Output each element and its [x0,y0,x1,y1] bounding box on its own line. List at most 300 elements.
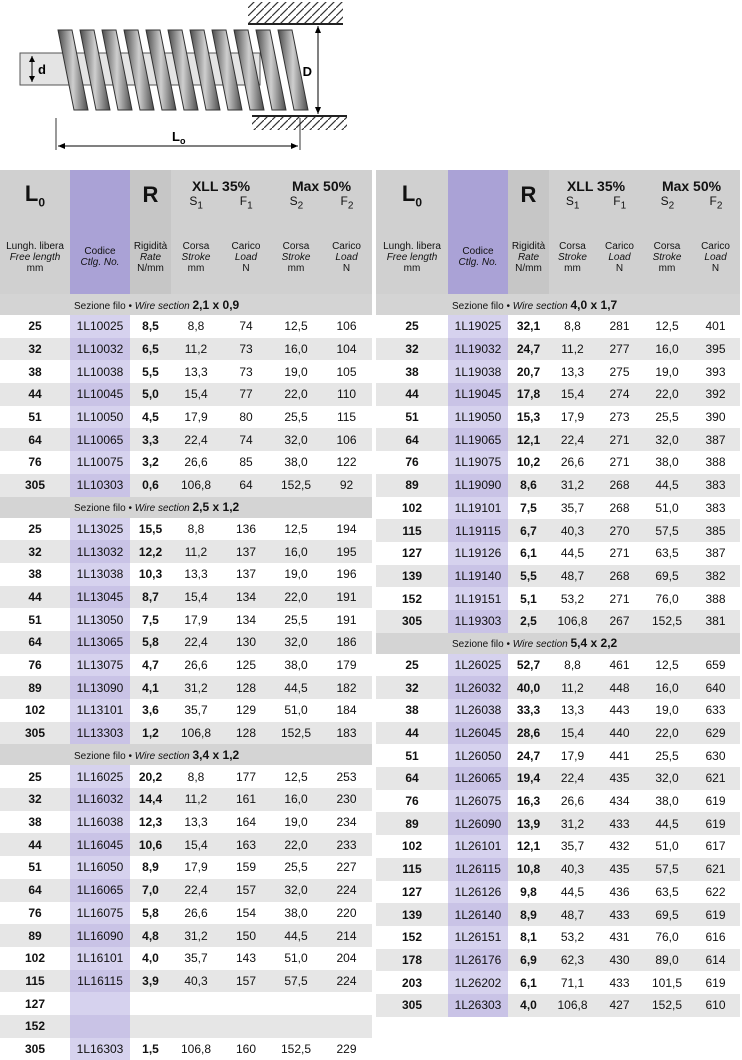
table-row [376,767,740,790]
cell-s1: 106,8 [549,610,596,633]
header-code-blank [448,170,508,220]
cell-f1: 159 [235,860,257,875]
cell-l0: 38 [28,364,42,379]
cell-cd: 1L13303 [70,722,130,745]
section-bullet: • [506,639,510,651]
cell-cd: 1L10303 [70,474,130,497]
cell-s2: 16,0 [271,540,321,563]
table-row [0,1015,372,1038]
table-row [0,654,372,677]
cell-l0: 139 [376,903,448,926]
section-bullet: • [128,300,132,312]
cell-cd: 1L19126 [448,542,508,565]
cell-l0: 44 [376,383,448,406]
wire-section-value: 4,0 x 1,7 [570,297,618,312]
table-row [376,587,740,610]
cell-s2: 44,5 [271,676,321,699]
cell-r: 10,8 [508,858,549,881]
cell-s1: 62,3 [549,949,596,972]
table-row [0,608,372,631]
cell-f2: 106 [336,319,357,334]
col-header-l0: Lungh. libera Free length mm [376,220,448,294]
table-row [376,315,740,338]
cell-s1: 44,5 [560,884,585,899]
table-row [0,428,372,451]
cell-f2: 195 [321,540,372,563]
cell-r: 52,7 [516,657,541,672]
cell-cd: 1L16025 [70,765,130,788]
cell-cd: 1L26115 [448,858,508,881]
cell-f2: 229 [336,1041,357,1056]
cell-cd: 1L26050 [448,744,508,767]
cell-l0: 51 [405,410,419,425]
table-row [0,970,372,993]
cell-f2: 395 [691,338,740,361]
table-row [0,451,372,474]
cell-s1: 8,8 [564,319,581,334]
col-header-s2: Corsa Stroke mm [271,220,321,294]
cell-l0: 76 [28,657,42,672]
cell-l0: 89 [0,924,70,947]
cell-s2: 32,0 [271,631,321,654]
cell-r: 5,1 [520,591,537,606]
table-row [376,835,740,858]
col-header-f2: Carico Load N [691,220,740,294]
cell-l0: 102 [401,839,423,854]
cell-f1 [221,992,271,1015]
cell-f1: 271 [609,591,630,606]
cell-cd: 1L16032 [70,788,130,811]
cell-f2: 122 [336,455,357,470]
cell-s1: 26,6 [560,455,585,470]
table-row [376,676,740,699]
cell-f1: 441 [609,748,630,763]
cell-l0: 76 [405,455,419,470]
cell-s1: 31,2 [549,812,596,835]
table-row [0,338,372,361]
cell-cd: 1L26032 [448,676,508,699]
cell-r: 8,6 [508,474,549,497]
cell-l0: 64 [0,428,70,451]
cell-f1: 440 [596,722,643,745]
cell-s1: 11,2 [549,676,596,699]
cell-cd: 1L13038 [70,563,130,586]
section-label [448,294,740,315]
cell-f1: 431 [609,930,630,945]
cell-r: 7,5 [142,612,159,627]
table-row [0,765,372,788]
cell-r [130,992,171,1015]
cell-r: 12,1 [508,428,549,451]
cell-f2: 392 [691,383,740,406]
spring-technical-drawing [0,0,742,160]
cell-r: 4,5 [142,410,159,425]
table-row [0,947,372,970]
cell-r: 5,5 [508,565,549,588]
cell-f2: 616 [705,930,726,945]
cell-f1: 129 [235,703,257,718]
cell-s2: 51,0 [655,839,679,854]
cell-f1: 461 [609,657,630,672]
cell-f2: 182 [321,676,372,699]
cell-f1: 157 [221,879,271,902]
cell-f1: 273 [609,410,630,425]
cell-s1: 44,5 [560,546,585,561]
cell-f1: 433 [609,975,630,990]
cell-s2: 16,0 [271,338,321,361]
cell-s2: 44,5 [643,474,691,497]
cell-l0: 76 [405,794,419,809]
cell-r [130,1015,171,1038]
table-row [0,540,372,563]
cell-cd: 1L16075 [70,902,130,925]
cell-f1: 443 [609,703,630,718]
label-L-sub: o [179,136,186,146]
cell-s1: 8,8 [564,657,581,672]
cell-s2: 19,0 [655,364,679,379]
col-header-f1: Carico Load N [596,220,643,294]
cell-l0: 25 [405,319,419,334]
cell-s2: 16,0 [643,676,691,699]
cell-r: 24,7 [516,748,541,763]
table-row [0,879,372,902]
cell-r: 20,2 [138,769,163,784]
cell-f2: 191 [321,586,372,609]
cell-r: 20,7 [516,364,541,379]
cell-r: 3,2 [142,455,159,470]
cell-s1: 17,9 [184,860,208,875]
cell-cd: 1L10038 [70,360,130,383]
col-header-l0: Lungh. libera Free length mm [0,220,70,294]
table-row [376,565,740,588]
cell-f2: 617 [705,839,726,854]
cell-l0: 127 [401,884,423,899]
cell-cd: 1L10045 [70,383,130,406]
cell-f2: 179 [336,657,357,672]
cell-f2: 633 [705,703,726,718]
cell-s1: 106,8 [171,474,221,497]
cell-f1: 432 [609,839,630,854]
cell-f2: 183 [321,722,372,745]
cell-s1: 22,4 [171,428,221,451]
cell-r: 15,5 [138,521,163,536]
table-row [376,926,740,949]
cell-cd: 1L10025 [70,315,130,338]
table-row [376,949,740,972]
section-label [70,744,372,765]
cell-l0: 38 [28,567,42,582]
label-L0 [172,129,186,146]
cell-l0: 89 [376,812,448,835]
cell-r: 24,7 [508,338,549,361]
cell-s2: 25,5 [284,410,308,425]
cell-s2: 76,0 [655,930,679,945]
cell-cd: 1L19101 [448,497,508,520]
cell-cd: 1L16090 [70,924,130,947]
cell-cd: 1L10032 [70,338,130,361]
cell-l0: 76 [28,905,42,920]
cell-f2: 110 [321,383,372,406]
cell-s1: 35,7 [560,839,585,854]
cell-r: 6,1 [520,546,537,561]
cell-f2: 393 [705,364,726,379]
cell-r: 3,6 [142,703,159,718]
cell-f1: 85 [239,455,253,470]
cell-f2: 383 [705,500,726,515]
cell-f2 [321,992,372,1015]
col-header-s1: Corsa Stroke mm [171,220,221,294]
table-row [376,903,740,926]
cell-f2: 640 [691,676,740,699]
table-row [376,790,740,813]
cell-l0: 32 [0,338,70,361]
table-row [0,631,372,654]
cell-cd: 1L19032 [448,338,508,361]
section-spacer [376,294,448,315]
cell-s2: 152,5 [643,994,691,1017]
cell-l0: 305 [376,610,448,633]
cell-f1: 436 [609,884,630,899]
cell-cd: 1L26202 [448,971,508,994]
cell-f1: 154 [235,905,257,920]
cell-s2: 16,0 [643,338,691,361]
cell-s1: 26,6 [560,794,585,809]
cell-l0: 178 [376,949,448,972]
cell-f1: 274 [596,383,643,406]
cell-s1: 106,8 [180,1041,212,1056]
cell-l0: 38 [405,703,419,718]
cell-s2: 19,0 [284,364,308,379]
cell-l0: 127 [24,996,46,1011]
cell-s2: 44,5 [271,924,321,947]
cell-f1: 128 [221,676,271,699]
cell-s2: 38,0 [655,455,679,470]
cell-s1: 15,4 [549,383,596,406]
cell-s2: 69,5 [643,903,691,926]
col-header-s1: Corsa Stroke mm [549,220,596,294]
cell-s1: 13,3 [184,567,208,582]
cell-s1: 13,3 [184,364,208,379]
section-bullet: • [128,503,132,514]
cell-l0: 115 [0,970,70,993]
table-row [376,383,740,406]
cell-s2: 32,0 [643,428,691,451]
section-spacer [0,294,70,315]
cell-s1: 26,6 [184,657,208,672]
cell-l0: 203 [401,975,423,990]
cell-f2: 105 [336,364,357,379]
table-row [376,744,740,767]
cell-s2: 12,5 [655,319,679,334]
cell-l0: 38 [28,815,42,830]
cell-s1: 15,4 [171,833,221,856]
cell-s2: 12,5 [284,521,308,536]
cell-r: 19,4 [508,767,549,790]
cell-s1 [171,992,221,1015]
header-max-group: Max 50% $S_2$ $F_2$ [271,170,372,220]
cell-r: 15,3 [516,410,541,425]
cell-s2: 32,0 [271,879,321,902]
cell-r: 6,7 [508,519,549,542]
cell-cd: 1L13065 [70,631,130,654]
table-row [376,994,740,1017]
section-bullet: • [506,300,510,312]
cell-f2: 115 [336,410,357,425]
cell-cd: 1L26045 [448,722,508,745]
cell-l0: 139 [376,565,448,588]
cell-s2: 38,0 [284,657,308,672]
table-row [0,902,372,925]
cell-f2: 388 [705,591,726,606]
section-prefix: Sezione filo [74,300,126,312]
section-header-row [376,633,740,654]
cell-s1: 17,9 [184,612,208,627]
cell-l0: 115 [376,519,448,542]
cell-f2: 387 [691,428,740,451]
cell-l0: 51 [405,748,419,763]
cell-r: 17,8 [508,383,549,406]
cell-f2: 204 [336,951,357,966]
cell-s2: 12,5 [284,319,308,334]
cell-s2: 38,0 [655,794,679,809]
table-row [0,1038,372,1060]
cell-s2: 89,0 [643,949,691,972]
cell-f1: 433 [596,812,643,835]
cell-cd: 1L26151 [448,926,508,949]
cell-s1: 31,2 [171,676,221,699]
table-row [376,519,740,542]
cell-cd: 1L13090 [70,676,130,699]
cell-s2: 152,5 [643,610,691,633]
cell-cd [70,992,130,1015]
cell-f1: 64 [221,474,271,497]
cell-f1: 134 [221,586,271,609]
cell-f2: 387 [705,546,726,561]
cell-r: 1,5 [142,1041,159,1056]
cell-f1: 430 [596,949,643,972]
cell-f2: 233 [321,833,372,856]
cell-f1 [221,1015,271,1038]
cell-cd: 1L19045 [448,383,508,406]
cell-f2: 385 [691,519,740,542]
wire-section-value: 2,1 x 0,9 [192,297,240,312]
cell-cd: 1L19090 [448,474,508,497]
cell-f1: 137 [235,567,257,582]
cell-s2: 63,5 [655,546,679,561]
cell-l0: 32 [376,338,448,361]
section-label [70,294,372,315]
cell-r: 12,1 [516,839,541,854]
cell-f1: 150 [221,924,271,947]
cell-r: 16,3 [516,794,541,809]
cell-l0: 115 [376,858,448,881]
cell-s1: 40,3 [549,858,596,881]
cell-cd: 1L26090 [448,812,508,835]
cell-s2: 69,5 [643,565,691,588]
cell-f2: 621 [691,858,740,881]
table-row [376,722,740,745]
cell-f2: 610 [691,994,740,1017]
cell-cd: 1L16303 [70,1038,130,1060]
cell-s1: 11,2 [549,338,596,361]
cell-f1: 164 [235,815,257,830]
cell-cd: 1L19050 [448,406,508,429]
cell-r: 1,2 [130,722,171,745]
cell-s1: 53,2 [560,591,585,606]
cell-l0: 51 [28,860,42,875]
cell-s1: 35,7 [184,703,208,718]
cell-f1: 74 [221,428,271,451]
cell-cd: 1L19065 [448,428,508,451]
spring-coils [58,30,308,110]
cell-f1: 177 [235,769,257,784]
section-prefix: Sezione filo [74,503,126,514]
cell-f1: 137 [221,540,271,563]
cell-s2: 152,5 [281,1041,312,1056]
cell-s2 [271,992,321,1015]
cell-f2: 106 [321,428,372,451]
cell-cd: 1L13101 [70,699,130,722]
cell-f1: 128 [221,722,271,745]
cell-r: 8,5 [142,319,159,334]
cell-s2: 25,5 [284,612,308,627]
section-spacer [0,744,70,765]
section-en: Wire section [512,300,568,312]
cell-f1: 427 [596,994,643,1017]
cell-cd: 1L16101 [70,947,130,970]
cell-s2: 101,5 [652,975,683,990]
cell-f2: 614 [691,949,740,972]
label-D: D [302,64,312,79]
cell-f2: 224 [321,970,372,993]
section-bullet: • [128,750,132,762]
cell-f1: 136 [235,521,257,536]
cell-s1: 13,3 [184,815,208,830]
housing-upper [248,2,343,24]
cell-r: 10,2 [516,455,541,470]
header-xll-group: XLL 35% $S_1$ $F_1$ [549,170,643,220]
cell-s1: 22,4 [549,767,596,790]
cell-l0: 305 [0,474,70,497]
cell-f2: 253 [336,769,357,784]
table-row [0,586,372,609]
cell-s2: 63,5 [655,884,679,899]
cell-s1: 13,3 [560,364,585,379]
cell-s2: 57,5 [643,519,691,542]
cell-cd: 1L16065 [70,879,130,902]
cell-r: 2,5 [508,610,549,633]
cell-s1: 17,9 [560,748,585,763]
table-row [376,406,740,429]
cell-l0: 51 [28,612,42,627]
cell-s2: 25,5 [655,410,679,425]
cell-l0: 44 [0,383,70,406]
cell-s2: 51,0 [284,703,308,718]
cell-cd: 1L10075 [70,451,130,474]
cell-cd: 1L19151 [448,587,508,610]
cell-s1: 53,2 [560,930,585,945]
cell-s1 [171,1015,221,1038]
cell-f1: 281 [609,319,630,334]
cell-l0: 32 [0,788,70,811]
spring-table-right [376,170,740,1017]
section-spacer [376,633,448,654]
cell-l0: 25 [28,769,42,784]
cell-l0: 152 [0,1015,70,1038]
cell-f1: 271 [596,428,643,451]
cell-s2: 22,0 [643,383,691,406]
cell-f1: 74 [239,319,253,334]
